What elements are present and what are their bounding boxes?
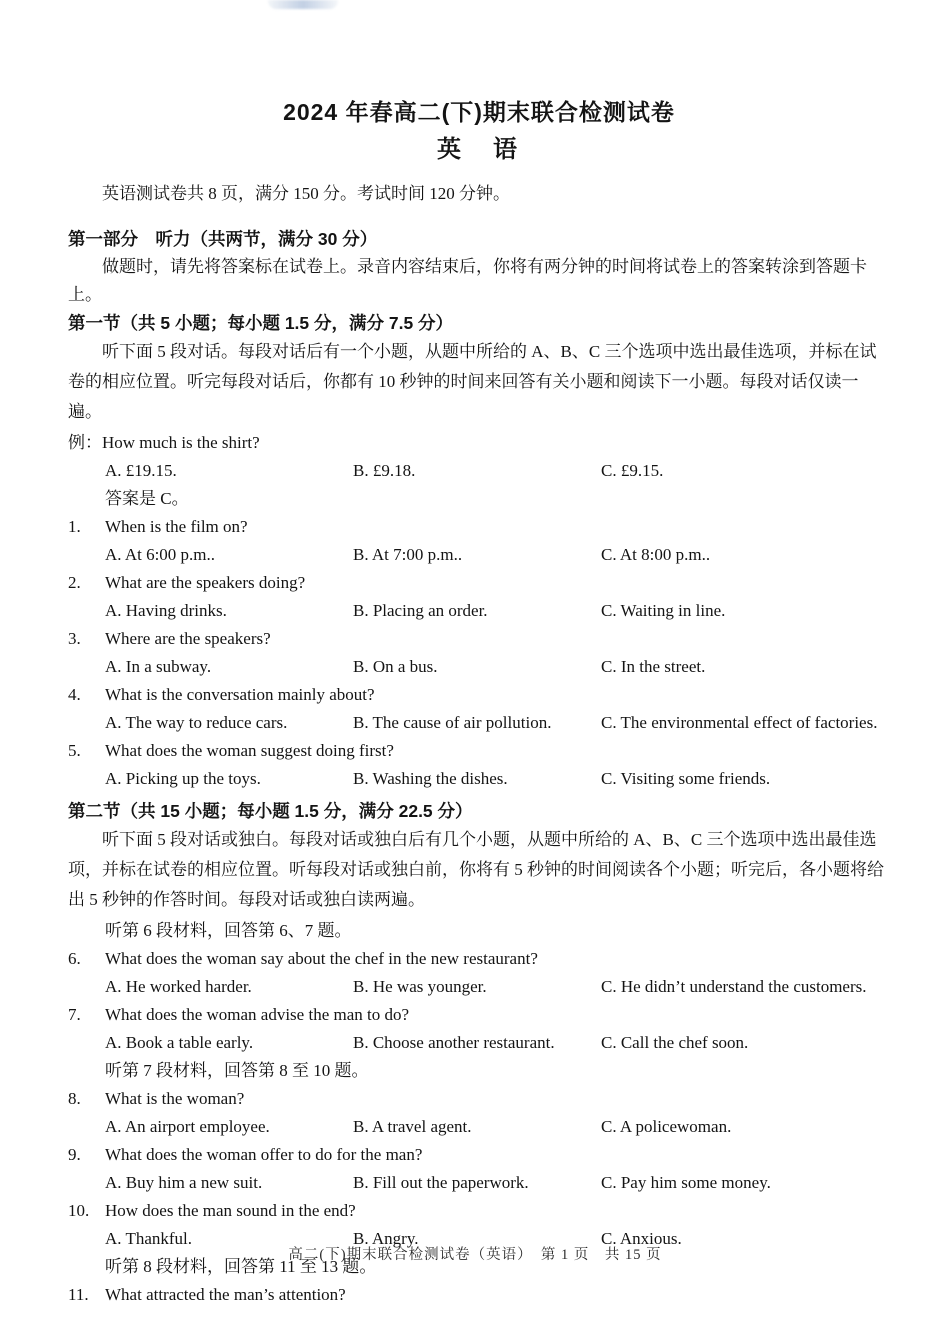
example-option-row <box>68 457 890 485</box>
page-footer: 高二(下)期末联合检测试卷（英语） 第 1 页 共 15 页 <box>288 1247 662 1263</box>
option-b: B. The cause of air pollution. <box>353 713 552 732</box>
question-text: What are the speakers doing? <box>105 573 306 592</box>
option-c: C. In the street. <box>601 657 706 676</box>
option-c: C. Anxious. <box>601 1229 682 1248</box>
question-number: 8. <box>68 1089 81 1108</box>
option-a: A. In a subway. <box>105 657 212 676</box>
question-7 <box>68 1001 890 1057</box>
question-text: When is the film on? <box>105 517 248 536</box>
option-c: C. At 8:00 p.m.. <box>601 545 711 564</box>
question-6 <box>68 945 890 1001</box>
example-option-c: C. £9.15. <box>601 461 664 480</box>
subject-title: 英 语 <box>437 136 521 163</box>
question-number: 2. <box>68 573 81 592</box>
question-3 <box>68 625 890 681</box>
question-number: 7. <box>68 1005 81 1024</box>
page-content <box>0 97 950 1309</box>
question-number: 6. <box>68 949 81 968</box>
material-cue-7: 听第 7 段材料，回答第 8 至 10 题。 <box>105 1061 369 1080</box>
option-c: C. A policewoman. <box>601 1117 732 1136</box>
page-title: 2024 年春高二(下)期末联合检测试卷 <box>283 99 675 125</box>
option-c: C. Waiting in line. <box>601 601 726 620</box>
question-text: What does the woman advise the man to do? <box>105 1005 410 1024</box>
option-c: C. Pay him some money. <box>601 1173 771 1192</box>
option-row <box>68 1169 890 1197</box>
section1-heading: 第一节（共 5 小题；每小题 1.5 分，满分 7.5 分） <box>68 313 454 333</box>
question-number: 9. <box>68 1145 81 1164</box>
option-b: B. A travel agent. <box>353 1117 472 1136</box>
question-5 <box>68 737 890 793</box>
question-text: What is the woman? <box>105 1089 245 1108</box>
question-text: Where are the speakers? <box>105 629 271 648</box>
section1-instructions: 听下面 5 段对话。每段对话后有一个小题，从题中所给的 A、B、C 三个选项中选出最佳选项，并标在试卷的相应位置。听完每段对话后，你都有 10 秒钟的时间来回答有关小题和阅读下一小题。每段对话仅读一遍。 <box>68 342 877 421</box>
option-b: B. Washing the dishes. <box>353 769 508 788</box>
question-text: What does the woman suggest doing first? <box>105 741 394 760</box>
option-b: B. Angry. <box>353 1229 419 1248</box>
question-text: What is the conversation mainly about? <box>105 685 375 704</box>
question-number: 5. <box>68 741 81 760</box>
option-row <box>68 709 890 737</box>
option-row <box>68 765 890 793</box>
question-9 <box>68 1141 890 1197</box>
option-a: A. Buy him a new suit. <box>105 1173 263 1192</box>
option-b: B. On a bus. <box>353 657 438 676</box>
question-text: What attracted the man’s attention? <box>105 1285 346 1304</box>
question-11 <box>68 1281 890 1309</box>
option-c: C. Visiting some friends. <box>601 769 771 788</box>
option-row <box>68 541 890 569</box>
question-number: 4. <box>68 685 81 704</box>
option-a: A. The way to reduce cars. <box>105 713 288 732</box>
exam-info: 英语测试卷共 8 页，满分 150 分。考试时间 120 分钟。 <box>102 184 510 203</box>
question-number: 1. <box>68 517 81 536</box>
option-row <box>68 1029 890 1057</box>
option-a: A. Picking up the toys. <box>105 769 261 788</box>
part1-note: 做题时，请先将答案标在试卷上。录音内容结束后，你将有两分钟的时间将试卷上的答案转涂到答题卡上。 <box>68 257 867 304</box>
material-cue-8: 听第 8 段材料，回答第 11 至 13 题。 <box>105 1257 377 1276</box>
question-number: 11. <box>68 1285 89 1304</box>
option-row <box>68 1113 890 1141</box>
question-2 <box>68 569 890 625</box>
question-text: What does the woman say about the chef in the new restaurant? <box>105 949 538 968</box>
example-question: 例：How much is the shirt? <box>68 433 260 452</box>
scan-artifact <box>268 0 338 9</box>
option-row <box>68 653 890 681</box>
option-row <box>68 597 890 625</box>
question-4 <box>68 681 890 737</box>
option-a: A. An airport employee. <box>105 1117 270 1136</box>
option-a: A. Thankful. <box>105 1229 193 1248</box>
option-a: A. At 6:00 p.m.. <box>105 545 216 564</box>
example-option-a: A. £19.15. <box>105 461 177 480</box>
option-a: A. Book a table early. <box>105 1033 254 1052</box>
option-c: C. He didn’t understand the customers. <box>601 977 867 996</box>
example-option-b: B. £9.18. <box>353 461 416 480</box>
question-text: How does the man sound in the end? <box>105 1201 356 1220</box>
question-text: What does the woman offer to do for the man? <box>105 1145 423 1164</box>
option-c: C. Call the chef soon. <box>601 1033 749 1052</box>
example-answer: 答案是 C。 <box>105 489 189 508</box>
option-b: B. Choose another restaurant. <box>353 1033 555 1052</box>
option-a: A. He worked harder. <box>105 977 252 996</box>
section2-instructions: 听下面 5 段对话或独白。每段对话或独白后有几个小题，从题中所给的 A、B、C 三个选项中选出最佳选项，并标在试卷的相应位置。听每段对话或独白前，你将有 5 秒钟的时间阅读各个小题；听完后，各小题将给出 5 秒钟的作答时间。每段对话或独白读两遍。 <box>68 830 884 909</box>
part1-heading: 第一部分 听力（共两节，满分 30 分） <box>68 229 378 249</box>
option-b: B. Placing an order. <box>353 601 488 620</box>
option-b: B. At 7:00 p.m.. <box>353 545 463 564</box>
question-8 <box>68 1085 890 1141</box>
material-cue-6: 听第 6 段材料，回答第 6、7 题。 <box>105 921 352 940</box>
question-number: 3. <box>68 629 81 648</box>
option-row <box>68 973 890 1001</box>
example-block <box>68 429 890 513</box>
section2-heading: 第二节（共 15 小题；每小题 1.5 分，满分 22.5 分） <box>68 801 473 821</box>
option-a: A. Having drinks. <box>105 601 227 620</box>
option-b: B. He was younger. <box>353 977 487 996</box>
option-b: B. Fill out the paperwork. <box>353 1173 529 1192</box>
question-number: 10. <box>68 1201 90 1220</box>
option-c: C. The environmental effect of factories. <box>601 713 878 732</box>
question-1 <box>68 513 890 569</box>
